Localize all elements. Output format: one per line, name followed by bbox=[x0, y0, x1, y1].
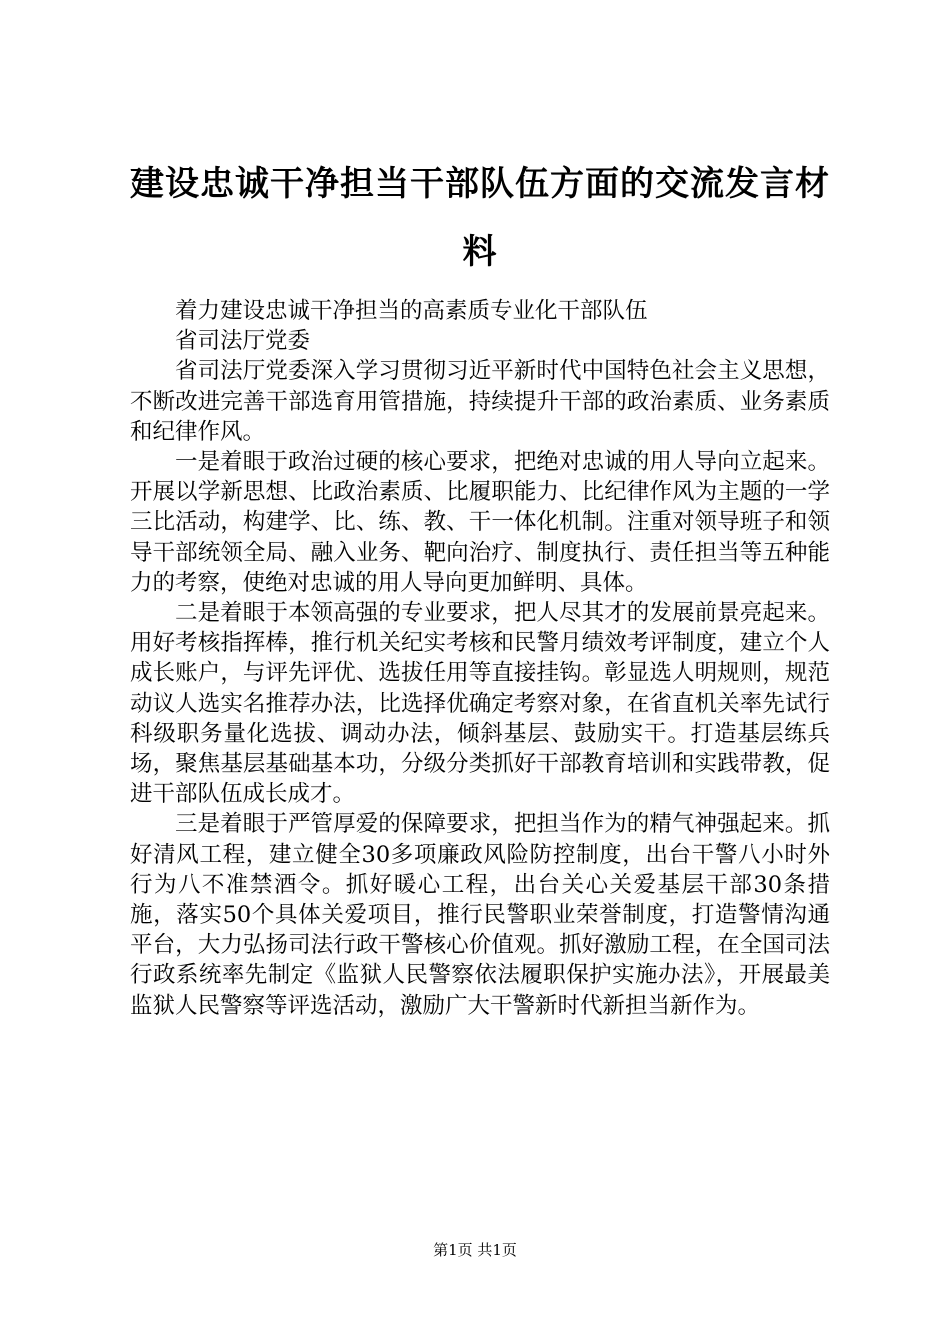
document-body bbox=[130, 296, 830, 1021]
document-title: 建设忠诚干净担当干部队伍方面的交流发言材料 bbox=[130, 164, 830, 272]
paragraph-second-point: 二是着眼于本领高强的专业要求，把人尽其才的发展前景亮起来。用好考核指挥棒，推行机关纪实考核和民警月绩效考评制度，建立个人成长账户，与评先评优、选拔任用等直接挂钩。彰显选人明规则，规范动议人选实名推荐办法，比选择优确定考察对象，在省直机关率先试行科级职务量化选拔、调动办法，倾斜基层、鼓励实干。打造基层练兵场，聚焦基层基础基本功，分级分类抓好干部教育培训和实践带教，促进干部队伍成长成才。 bbox=[130, 600, 830, 808]
document-subtitle: 着力建设忠诚干净担当的高素质专业化干部队伍 bbox=[175, 298, 648, 324]
paragraph-third-point: 三是着眼于严管厚爱的保障要求，把担当作为的精气神强起来。抓好清风工程，建立健全30多项廉政风险防控制度，出台干警八小时外行为八不准禁酒令。抓好暖心工程，出台关心关爱基层干部30条措施，落实50个具体关爱项目，推行民警职业荣誉制度，打造警情沟通平台，大力弘扬司法行政干警核心价值观。抓好激励工程，在全国司法行政系统率先制定《监狱人民警察依法履职保护实施办法》，开展最美监狱人民警察等评选活动，激励广大干警新时代新担当新作为。 bbox=[130, 811, 830, 1019]
paragraph-first-point: 一是着眼于政治过硬的核心要求，把绝对忠诚的用人导向立起来。开展以学新思想、比政治素质、比履职能力、比纪律作风为主题的一学三比活动，构建学、比、练、教、干一体化机制。注重对领导班子和领导干部统领全局、融入业务、靶向治疗、制度执行、责任担当等五种能力的考察，使绝对忠诚的用人导向更加鲜明、具体。 bbox=[130, 449, 830, 596]
document-author: 省司法厅党委 bbox=[175, 328, 311, 355]
page-number-footer: 第1页 共1页 bbox=[433, 1241, 517, 1259]
paragraph-intro: 省司法厅党委深入学习贯彻习近平新时代中国特色社会主义思想，不断改进完善干部选育用管措施，持续提升干部的政治素质、业务素质和纪律作风。 bbox=[130, 358, 830, 445]
